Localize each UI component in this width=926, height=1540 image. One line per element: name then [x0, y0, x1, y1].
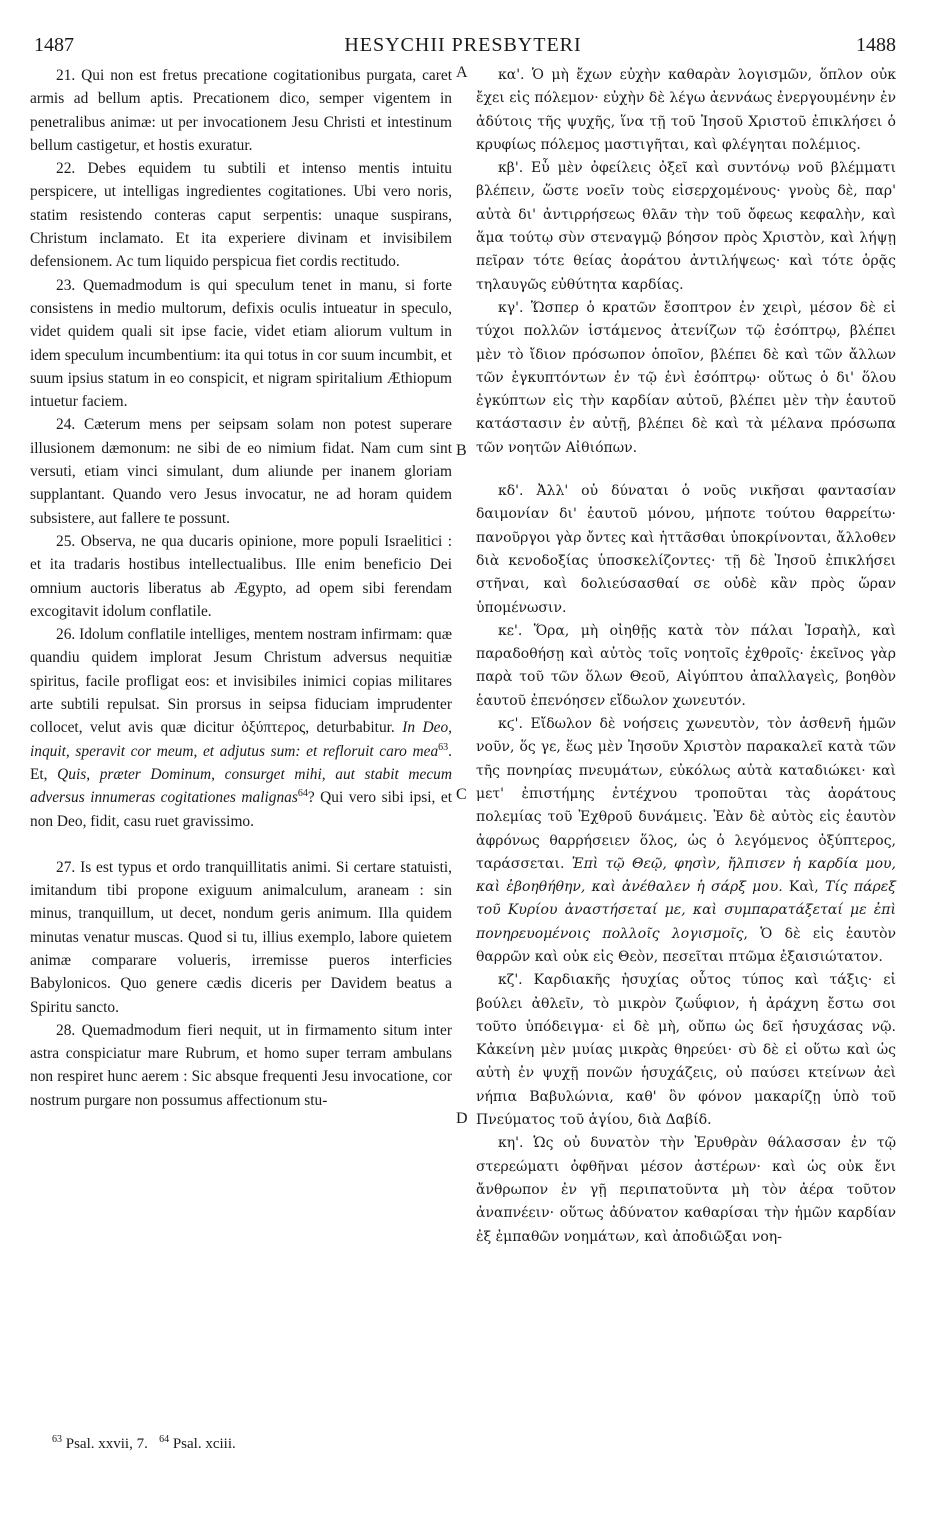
latin-column — [30, 64, 452, 1112]
greek-paragraph-21: κα'. Ὁ μὴ ἔχων εὐχὴν καθαρὰν λογισμῶν, ὅπλον οὐκ ἔχει εἰς πόλεμον· εὐχὴν δὲ λέγω ἀεννάως ἐνεργουμένην ἐν ἀδύτοις τῆς ψυχῆς, ἵνα τῇ τοῦ Ἰησοῦ Χριστοῦ ἐπικλήσει ὁ κρυφίως πόλεμος μαστιγῆται, καὶ φλέγηται πολέμιος. — [476, 67, 896, 153]
greek-paragraph-28: κη'. Ὡς οὐ δυνατὸν τὴν Ἐρυθρὰν θάλασσαν ἐν τῷ στερεώματι ὀφθῆναι μέσον ἀστέρων· καὶ ὡς οὐκ ἔνι ἄνθρωπον ἐν γῇ περιπατοῦντα μὴ τὸν ἀέρα τοῦτον ἀναπνέειν· οὕτως ἀδύνατον καθαρίσαι τὴν ἡμῶν καρδίαν ἐξ ἐμπαθῶν νοημάτων, καὶ ἀποδιῶξαι νοη- — [476, 1135, 896, 1245]
greek-26-tail: , Ὁ δὲ εἰς ἑαυτὸν θαρρῶν καὶ οὐκ εἰς Θεὸν, πεσεῖται πτῶμα ἐξαισιώτατον. — [476, 925, 897, 965]
latin-26-text: 26. Idolum conflatile intelliges, mentem nostram infirmam: quæ quandiu quidem implorat Jesum Christum adversus nequitiæ spiritus, facile profligat eos: et invisibiles inimici copias militares arte subtili repulsat. Sin prorsus in seipsa fiduciam imprudenter collocet, velut avis quæ dicitur ὀξύπτερος, deturbabitur. — [30, 626, 452, 737]
footnote-mark-63: 63 — [52, 1434, 62, 1445]
running-title: HESYCHII PRESBYTERI — [344, 34, 582, 56]
latin-paragraph-23: 23. Quemadmodum is qui speculum tenet in manu, si forte consistens in medio multorum, defixis oculis intueatur in speculo, videt quidem quali sit ipse facie, videt etiam aliorum vultum in idem speculum incumbentium: ita qui totus in cor suum incumbit, et suum ipsius statum in eo conspicit, et nigram spiritalium Æthiopum intuetur faciem. — [30, 276, 452, 411]
page-header — [30, 34, 896, 58]
greek-column — [476, 64, 896, 1249]
greek-paragraph-27: κζ'. Καρδιακῆς ἡσυχίας οὗτος τύπος καὶ τάξις· εἰ βούλει ἀθλεῖν, τὸ μικρὸν ζωΰφιον, ἡ ἀράχνη ἔστω σοι τοῦτο ὑπόδειγμα· εἰ δὲ μὴ, οὔπω ὡς δεῖ ἡσυχάσας νῷ. Κἀκείνη μὲν μυίας μικρὰς θηρεύει· σὺ δὲ εἰ οὕτω καὶ ὡς αὐτὴ ἐν ψυχῇ πονῶν ἡσυχάζεις, οὐ παύσει κτείνων ἀεὶ νήπια Βαβυλώνια, καθ' ὃν φόνον μακαρίζῃ ὑπὸ τοῦ Πνεύματος τοῦ ἁγίου, διὰ Δαβίδ. — [476, 972, 896, 1129]
latin-paragraph-22: 22. Debes equidem tu subtili et intenso mentis intuitu perspicere, ut intelligas ingredientes cogitationes. Ubi vero noris, statim resistendo conteras caput serpentis: unaque suspirans, Christum inclamato. Et ita experiere divinam et invisibilem defensionem. Ac tum liquido perspicua fiet cordis rectitudo. — [30, 160, 452, 271]
latin-26-quote-1: In Deo, inquit, speravit cor meum, et adjutus sum: et refloruit caro mea — [30, 719, 452, 760]
latin-paragraph-27: 27. Is est typus et ordo tranquillitatis animi. Si certare statuisti, imitandum tibi propone exiguum animalculum, araneam : sin minus, tranquillum, ut decet, nondum geris animum. Illa quidem minutas venatur muscas. Quod si tu, illius exemplo, labore quietem animæ comparare volueris, irremisse pueros interficies Babylonicos. Quo genere cædis diceris per Davidem beatus a Spiritu sancto. — [30, 858, 452, 1016]
latin-paragraph-25: 25. Observa, ne qua ducaris opinione, more populi Israelitici : et ita tradaris hostibus intellectualibus. Ille enim beneficio Dei omnium auctoris liberatus ab Ægypto, ad opem sibi ferendam excogitavit idolum conflatile. — [30, 532, 452, 620]
latin-paragraph-28: 28. Quemadmodum fieri nequit, ut in firmamento situm inter astra conspiciatur mare Rubrum, et homo super terram ambulans non respiret hunc aerem : Sic absque frequenti Jesu invocatione, cor nostrum purgare non possumus affectionum stu- — [30, 1021, 452, 1109]
footnote-text-64: Psal. xciii. — [169, 1436, 236, 1452]
greek-paragraph-23: κγ'. Ὥσπερ ὁ κρατῶν ἔσοπτρον ἐν χειρὶ, μέσον δὲ εἰ τύχοι πολλῶν ἱστάμενος ἀτενίζων τῷ ἐσόπτρῳ, βλέπει μὲν τὸ ἴδιον πρόσωπον ὁποῖον, βλέπει δὲ καὶ τῶν ἄλλων τῶν ἐγκυπτόντων ἐν τῷ ἑνὶ ἐσόπτρῳ· οὕτως ὁ δι' ὅλου ἐγκύπτων εἰς τὴν καρδίαν αὐτοῦ, βλέπει μὲν τὴν ἑαυτοῦ κατάστασιν ἐν αὐτῇ, βλέπει δὲ καὶ τὰ μέλανα πρόσωπα τῶν νοητῶν Αἰθιόπων. — [476, 299, 896, 456]
margin-letter-b: B — [456, 442, 467, 459]
page-number-right: 1488 — [856, 34, 896, 56]
greek-26-connector: Καὶ, — [782, 879, 825, 896]
latin-paragraph-21: 21. Qui non est fretus precatione cogitationibus purgata, caret armis ad bellum aptis. Precationem dico, semper vigentem in penetralibus animæ: ut per invocationem Jesu Christi et intestinum bellum castigetur, et hostis exuratur. — [30, 67, 452, 154]
greek-paragraph-26 — [476, 713, 896, 969]
greek-paragraph-24: κδ'. Ἀλλ' οὐ δύναται ὁ νοῦς νικῆσαι φαντασίαν δαιμονίαν δι' ἑαυτοῦ μόνου, μήποτε τούτου θαρρείτω· πανοῦργοι γὰρ ὄντες καὶ ἡττᾶσθαι ὑποκρίνονται, ἄλλοθεν διὰ κενοδοξίας ὑποσκελίζοντες· τῇ δὲ Ἰησοῦ ἐπικλήσει στῆναι, καὶ δολιεύσασθαί σε οὐδὲ κἂν πρὸς ὥραν ὑπομένωσιν. — [476, 483, 896, 616]
footnote-ref-63: 63 — [438, 741, 449, 753]
footnote-text-63: Psal. xxvii, 7. — [62, 1436, 148, 1452]
footnote-ref-64: 64 — [297, 788, 308, 800]
margin-letter-a: A — [456, 64, 468, 81]
greek-paragraph-22: κβ'. Εὖ μὲν ὀφείλεις ὀξεῖ καὶ συντόνῳ νοῦ βλέμματι βλέπειν, ὥστε νοεῖν τοὺς εἰσερχομένους· γνοὺς δὲ, παρ' αὐτὰ δι' ἀντιρρήσεως θλᾶν τὴν τοῦ ὄφεως κεφαλὴν, καὶ ἅμα τούτῳ σὺν στεναγμῷ βόησον πρὸς Χριστὸν, καὶ λήψῃ πεῖραν τότε θείας ἀοράτου ἀντιλήψεως· καὶ τότε ὁρᾷς τηλαυγῶς εὐθύτητα καρδίας. — [476, 160, 896, 293]
latin-paragraph-26 — [30, 623, 452, 833]
footnotes — [52, 1436, 472, 1453]
latin-26-tail: ? Qui vero sibi ipsi, et non Deo, fidit, casu ruet gravissimo. — [30, 789, 452, 830]
greek-26-text: κϛ'. Εἴδωλον δὲ νοήσεις χωνευτὸν, τὸν ἀσθενῆ ἡμῶν νοῦν, ὅς γε, ἕως μὲν Ἰησοῦν Χριστὸν παρακαλεῖ κατὰ τῶν τῆς πονηρίας πνευμάτων, εὐκόλως αὐτὰ καταδιώκει· καὶ μετ' ἐπιστήμης ἐντέχνου τροποῦται τὰς ἀοράτους πολεμίας τοῦ Ἐχθροῦ δυνάμεις. Ἐὰν δὲ αὐτὸς εἰς ἑαυτὸν ἀφρόνως θαρρήσειεν ὅλος, ὡς ὁ λεγόμενος ὀξύπτερος, ταράσσεται. — [476, 716, 896, 872]
latin-26-quote-2: Quis, præter Dominum, consurget mihi, aut stabit mecum adversus innumeras cogitationes malignas — [30, 765, 452, 807]
latin-paragraph-24: 24. Cæterum mens per seipsam solam non potest superare illusionem dæmonum: ne sibi de eo nimium fidat. Nam cum sint versuti, etiam vinci simulant, dum aliunde per inanem gloriam supplantant. Quando vero Jesus invocatur, ne ad horam quidem subsistere, aut fallere te possunt. — [30, 416, 452, 527]
page-number-left: 1487 — [34, 34, 74, 56]
margin-letter-c: C — [456, 786, 467, 803]
margin-letter-d: D — [456, 1110, 468, 1127]
greek-26-quote-2: Τίς πάρεξ τοῦ Κυρίου ἀναστήσεταί με, καὶ συμπαρατάξεταί με ἐπὶ πονηρευομένοις πολλοῖς λογισμοῖς — [476, 879, 896, 942]
greek-paragraph-25: κε'. Ὅρα, μὴ οἰηθῇς κατὰ τὸν πάλαι Ἰσραὴλ, καὶ παραδοθήσῃ καὶ αὐτὸς τοῖς νοητοῖς ἐχθροῖς· ἐκεῖνος γὰρ παρὰ τοῦ τῶν ὅλων Θεοῦ, Αἰγύπτου ἀπαλλαγεὶς, βοηθὸν ἑαυτοῦ ἐπενόησεν εἴδωλον χωνευτόν. — [476, 622, 896, 709]
greek-26-quote-1: Ἐπὶ τῷ Θεῷ, φησὶν, ἤλπισεν ἡ καρδία μου, καὶ ἐβοηθήθην, καὶ ἀνέθαλεν ἡ σάρξ μου. — [476, 855, 896, 896]
footnote-mark-64: 64 — [159, 1434, 170, 1445]
latin-26-connector: . Et, — [30, 742, 452, 783]
